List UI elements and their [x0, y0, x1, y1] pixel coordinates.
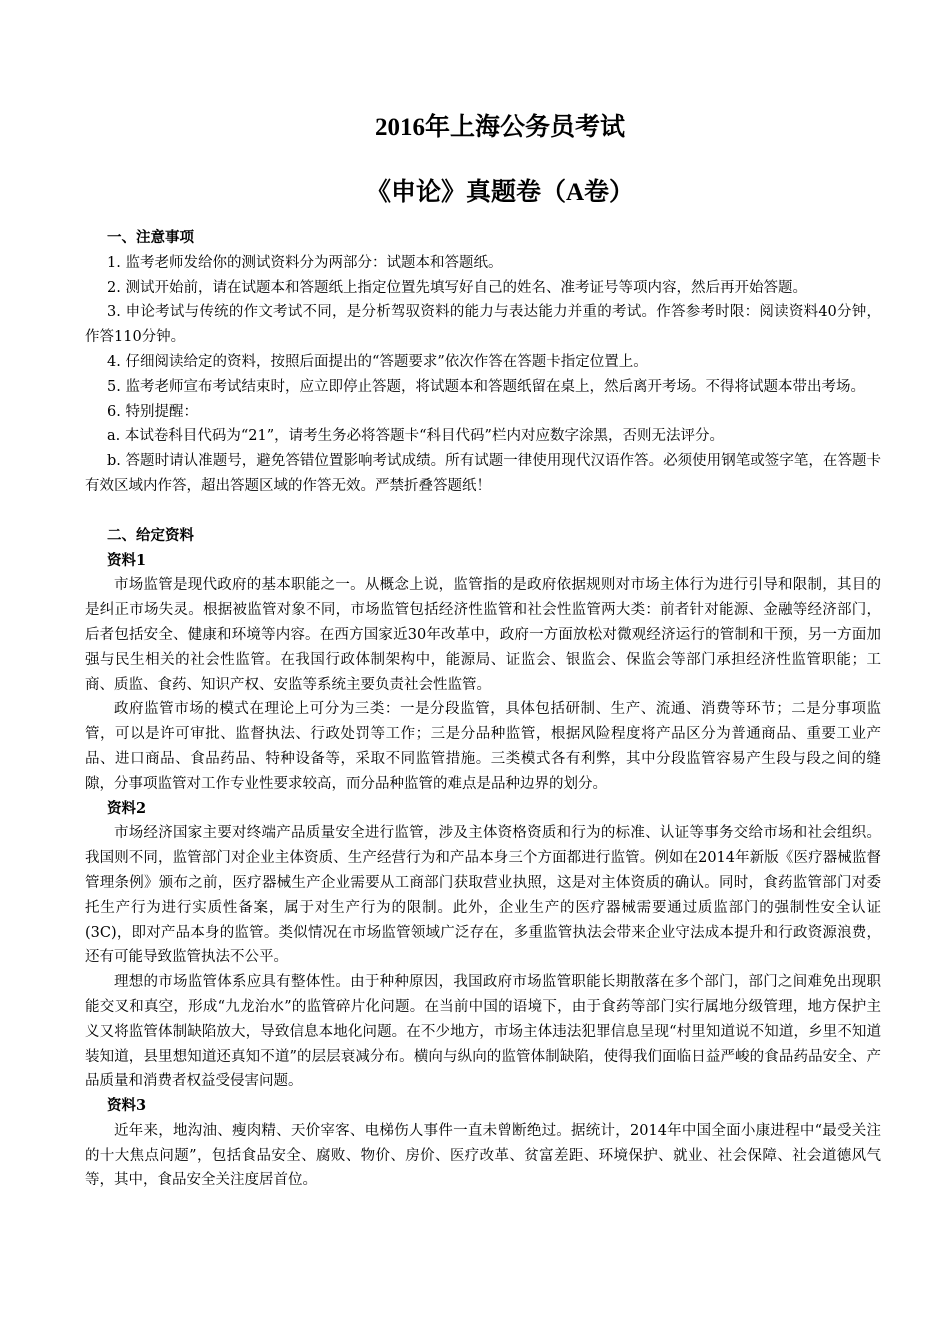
notice-item: 5. 监考老师宣布考试结束时，应立即停止答题，将试题本和答题纸留在桌上，然后离开考场。不得将试题本带出考场。 [107, 378, 865, 395]
notice-heading: 一、注意事项 [107, 229, 194, 246]
material-3-label: 资料3 [107, 1097, 147, 1115]
notice-item: b. 答题时请认准题号，避免答错位置影响考试成绩。所有试题一律使用现代汉语作答。必须使用钢笔或签字笔，在答题卡有效区域内作答，超出答题区域的作答无效。严禁折叠答题纸！ [85, 453, 881, 494]
notice-item: 2. 测试开始前，请在试题本和答题纸上指定位置先填写好自己的姓名、准考证号等项内容，然后再开始答题。 [107, 279, 807, 296]
material-3-paragraph-1: 近年来，地沟油、瘦肉精、天价宰客、电梯伤人事件一直未曾断绝过。据统计，2014年中国全面小康进程中“最受关注的十大焦点问题”，包括食品安全、腐败、物价、房价、医疗改革、贫富差距、环境保护、就业、社会保障、社会道德风气等，其中，食品安全关注度居首位。 [85, 1122, 881, 1189]
material-2-paragraph-2: 理想的市场监管体系应具有整体性。由于种种原因，我国政府市场监管职能长期散落在多个部门，部门之间难免出现职能交叉和真空，形成“九龙治水”的监管碎片化问题。在当前中国的语境下，由于食药等部门实行属地分级管理，地方保护主义又将监管体制缺陷放大，导致信息本地化问题。在不少地方，市场主体违法犯罪信息呈现“村里知道说不知道，乡里不知道装知道，县里想知道还真知不道”的层层衰减分布。横向与纵向的监管体制缺陷，使得我们面临日益严峻的食品药品安全、产品质量和消费者权益受侵害问题。 [85, 974, 881, 1090]
section-spacer [85, 499, 881, 524]
document-title: 2016年上海公务员考试 [374, 114, 625, 141]
materials-heading: 二、给定资料 [107, 526, 194, 544]
notice-item: 4. 仔细阅读给定的资料，按照后面提出的“答题要求”依次作答在答题卡指定位置上。 [107, 353, 648, 370]
document-subtitle: 《申论》真题卷（A卷） [365, 179, 635, 206]
notice-item: 1. 监考老师发给你的测试资料分为两部分：试题本和答题纸。 [107, 254, 503, 271]
notice-item: a. 本试卷科目代码为“21”，请考生务必将答题卡“科目代码”栏内对应数字涂黑，否则无法评分。 [107, 428, 724, 445]
material-2-label: 资料2 [107, 799, 147, 817]
material-1-paragraph-1: 市场监管是现代政府的基本职能之一。从概念上说，监管指的是政府依据规则对市场主体行为进行引导和限制，其目的是纠正市场失灵。根据被监管对象不同，市场监管包括经济性监管和社会性监管两大类：前者针对能源、金融等经济部门，后者包括安全、健康和环境等内容。在西方国家近30年改革中，政府一方面放松对微观经济运行的管制和干预，另一方面加强与民生相关的社会性监管。在我国行政体制架构中，能源局、证监会、银监会、保监会等部门承担经济性监管职能；工商、质监、食药、知识产权、安监等系统主要负责社会性监管。 [85, 577, 881, 693]
notice-item: 6. 特别提醒： [107, 403, 198, 420]
notice-item: 3. 申论考试与传统的作文考试不同，是分析驾驭资料的能力与表达能力并重的考试。作答参考时限：阅读资料40分钟，作答110分钟。 [85, 304, 881, 346]
material-2-paragraph-1: 市场经济国家主要对终端产品质量安全进行监管，涉及主体资格资质和行为的标准、认证等事务交给市场和社会组织。我国则不同，监管部门对企业主体资质、生产经营行为和产品本身三个方面都进行监管。例如在2014年新版《医疗器械监督管理条例》颁布之前，医疗器械生产企业需要从工商部门获取营业执照，这是对主体资质的确认。同时，食药监管部门对委托生产行为进行实质性备案，属于对生产行为的限制。此外，企业生产的医疗器械需要通过质监部门的强制性安全认证(3C)，即对产品本身的监管。类似情况在市场监管领域广泛存在，多重监管执法会带来企业守法成本提升和行政资源浪费，还有可能导致监管执法不公平。 [85, 825, 881, 966]
document-body [85, 226, 881, 1193]
material-1-paragraph-2: 政府监管市场的模式在理论上可分为三类：一是分段监管，具体包括研制、生产、流通、消费等环节；二是分事项监管，可以是许可审批、监督执法、行政处罚等工作；三是分品种监管，根据风险程度将产品区分为普通商品、重要工业产品、进口商品、食品药品、特种设备等，采取不同监管措施。三类模式各有利弊，其中分段监管容易产生段与段之间的缝隙，分事项监管对工作专业性要求较高，而分品种监管的难点是品种边界的划分。 [85, 701, 881, 792]
material-1-label: 资料1 [107, 551, 147, 569]
